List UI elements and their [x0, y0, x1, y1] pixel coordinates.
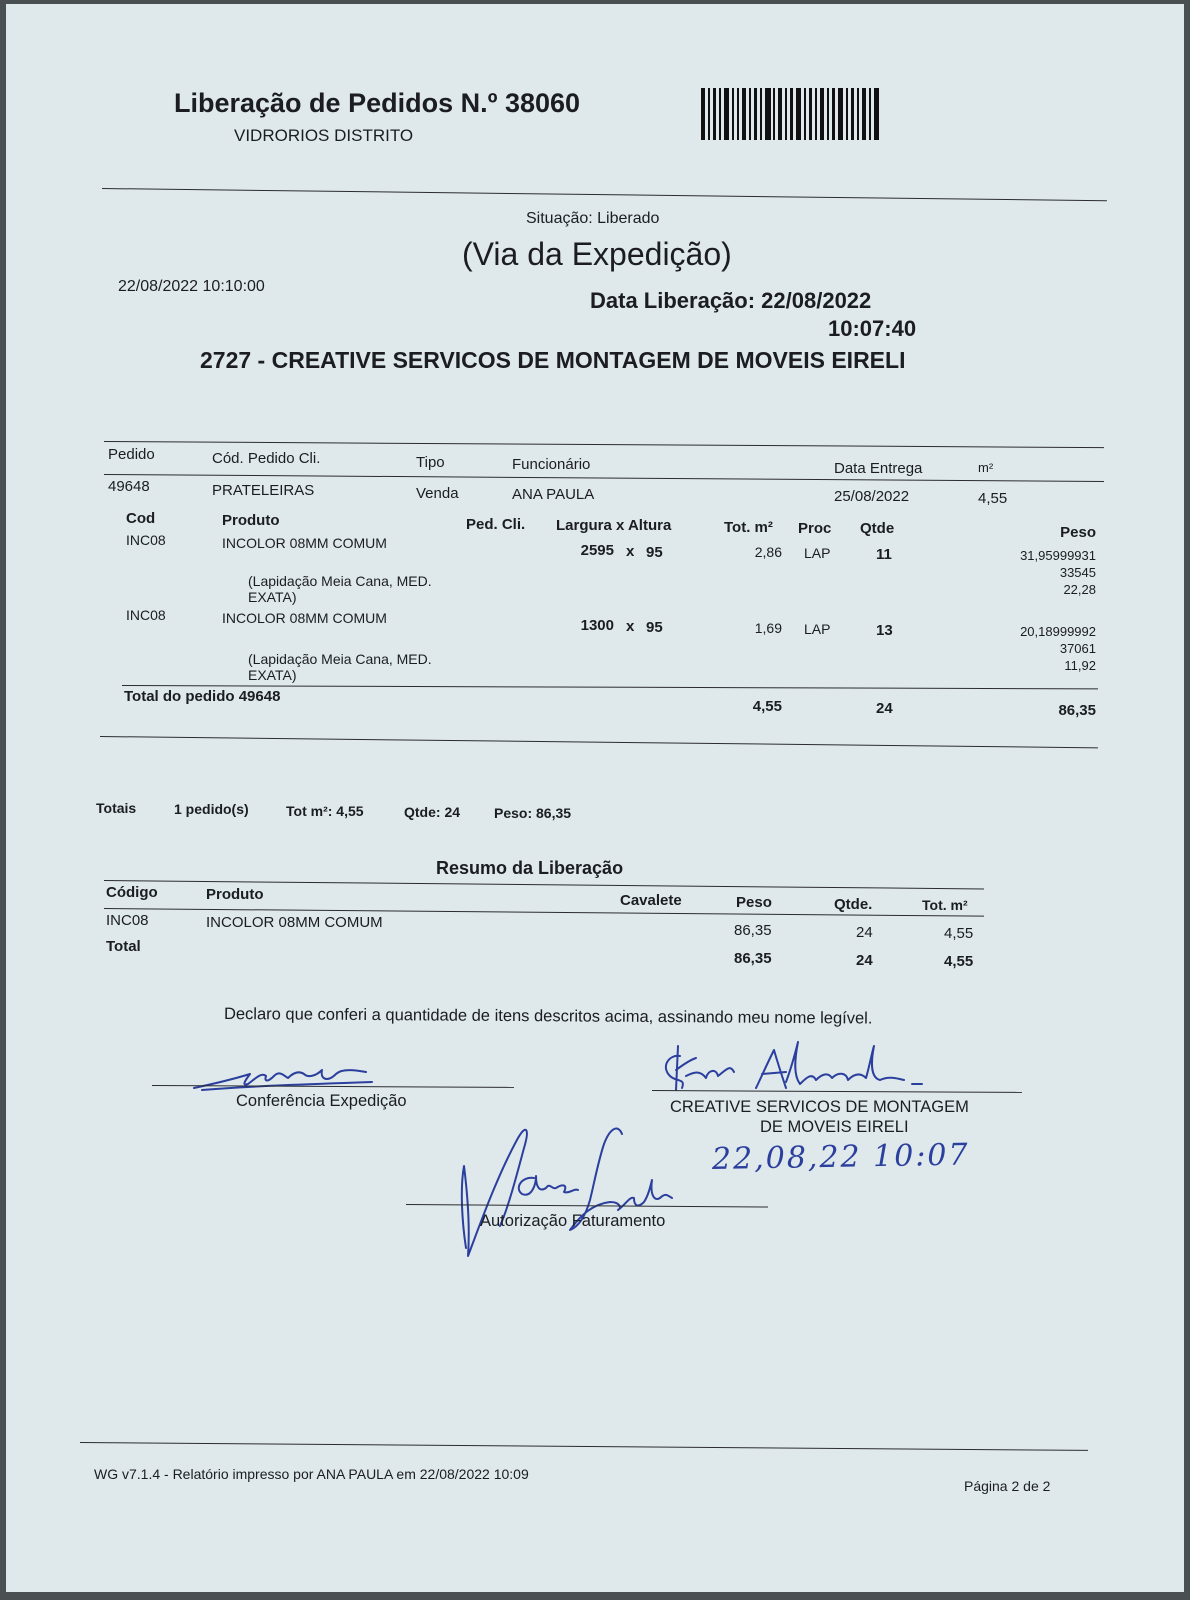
order-cod-pedido-cli: PRATELEIRAS [212, 482, 315, 499]
via-title: (Via da Expedição) [462, 236, 732, 272]
signature-autorizacao [452, 1118, 682, 1268]
divider [102, 188, 1107, 201]
summary-col-codigo: Código [106, 884, 158, 901]
page-number: Página 2 de 2 [964, 1478, 1051, 1494]
col-largura-altura: Largura x Altura [556, 517, 672, 534]
summary-total-peso: 86,35 [734, 950, 772, 967]
col-produto: Produto [222, 512, 280, 529]
order-funcionario: ANA PAULA [512, 486, 595, 503]
item-qtde: 11 [876, 546, 892, 563]
totals-qtde: Qtde: 24 [404, 804, 461, 820]
col-peso: Peso [1060, 524, 1096, 541]
order-m2: 4,55 [978, 490, 1008, 507]
col-m2: m² [978, 460, 994, 475]
signature-autorizacao-label: Autorização Faturamento [480, 1212, 666, 1230]
summary-total-label: Total [106, 938, 141, 955]
col-funcionario: Funcionário [512, 456, 591, 473]
status-text: Situação: Liberado [526, 210, 660, 227]
item-obs: (Lapidação Meia Cana, MED. [248, 651, 432, 667]
item-x: x [626, 618, 635, 635]
signature-conferencia-label: Conferência Expedição [236, 1092, 407, 1110]
summary-col-produto: Produto [206, 886, 264, 903]
item-obs-cont: EXATA) [248, 589, 297, 605]
divider [104, 474, 1104, 482]
item-peso: 20,18999992 [1020, 624, 1096, 639]
item-peso-unit: 22,28 [1063, 582, 1096, 597]
item-tot-m2: 1,69 [754, 620, 782, 636]
item-altura: 95 [646, 619, 663, 636]
item-obs-cont: EXATA) [248, 667, 297, 683]
summary-row-codigo: INC08 [106, 912, 149, 929]
summary-row-peso: 86,35 [734, 922, 772, 939]
divider [104, 441, 1104, 448]
order-pedido: 49648 [108, 478, 150, 495]
release-time: 10:07:40 [828, 316, 917, 341]
item-obs: (Lapidação Meia Cana, MED. [248, 573, 432, 589]
summary-total-tot-m2: 4,55 [944, 953, 974, 970]
summary-col-qtde: Qtde. [834, 896, 873, 913]
document-page [6, 4, 1184, 1592]
summary-col-peso: Peso [736, 894, 772, 911]
item-cod: INC08 [126, 532, 166, 548]
order-tipo: Venda [416, 485, 459, 502]
summary-col-tot-m2: Tot. m² [922, 897, 968, 913]
item-largura: 1300 [580, 617, 614, 634]
col-tot-m2: Tot. m² [724, 519, 773, 536]
col-pedido: Pedido [108, 446, 155, 463]
item-peso-cont: 33545 [1059, 565, 1096, 580]
client-name: 2727 - CREATIVE SERVICOS DE MONTAGEM DE MOVEIS EIRELI [200, 347, 906, 373]
signature-client [656, 1036, 936, 1096]
release-date: Data Liberação: 22/08/2022 [590, 288, 872, 313]
signature-conferencia [192, 1060, 392, 1094]
order-total-qtde: 24 [876, 700, 893, 717]
summary-title: Resumo da Liberação [436, 858, 624, 878]
document-title: Liberação de Pedidos N.º 38060 [174, 88, 581, 118]
signature-client-line2: DE MOVEIS EIRELI [760, 1118, 909, 1136]
summary-row-tot-m2: 4,55 [944, 925, 974, 942]
item-largura: 2595 [580, 542, 614, 559]
company-name: VIDRORIOS DISTRITO [234, 126, 414, 145]
item-produto: INCOLOR 08MM COMUM [222, 535, 387, 551]
item-produto: INCOLOR 08MM COMUM [222, 610, 387, 626]
item-tot-m2: 2,86 [754, 544, 782, 560]
item-peso: 31,95999931 [1020, 548, 1096, 563]
col-qtde: Qtde [860, 520, 895, 537]
item-x: x [626, 543, 635, 560]
order-total-m2: 4,55 [752, 698, 782, 715]
item-cod: INC08 [126, 607, 166, 623]
item-qtde: 13 [876, 622, 893, 639]
summary-row-produto: INCOLOR 08MM COMUM [206, 914, 383, 931]
handwritten-date: 22,08,22 10:07 [711, 1137, 970, 1177]
declaration-text: Declaro que conferi a quantidade de itens descritos acima, assinando meu nome legível. [223, 1005, 873, 1028]
divider [80, 1442, 1088, 1451]
signature-client-line1: CREATIVE SERVICOS DE MONTAGEM [670, 1098, 969, 1116]
col-cod-pedido-cli: Cód. Pedido Cli. [212, 450, 321, 467]
totals-label: Totais [96, 800, 137, 816]
item-peso-unit: 11,92 [1064, 658, 1096, 673]
col-proc: Proc [798, 520, 832, 537]
item-proc: LAP [804, 545, 831, 561]
summary-total-qtde: 24 [856, 952, 873, 969]
footer-printed-by: WG v7.1.4 - Relatório impresso por ANA PAULA em 22/08/2022 10:09 [94, 1466, 529, 1482]
col-ped-cli: Ped. Cli. [466, 516, 526, 533]
totals-pedidos: 1 pedido(s) [174, 801, 249, 817]
order-data-entrega: 25/08/2022 [834, 488, 910, 505]
order-total-peso: 86,35 [1058, 702, 1096, 719]
col-cod: Cod [126, 510, 156, 527]
totals-peso: Peso: 86,35 [494, 805, 572, 821]
barcode-icon [701, 88, 881, 140]
totals-m2: Tot m²: 4,55 [286, 803, 364, 819]
item-altura: 95 [646, 544, 663, 561]
item-proc: LAP [804, 621, 831, 637]
summary-col-cavalete: Cavalete [620, 892, 682, 909]
col-data-entrega: Data Entrega [834, 460, 923, 477]
item-peso-cont: 37061 [1059, 641, 1096, 656]
divider [100, 736, 1098, 748]
order-total-label: Total do pedido 49648 [124, 688, 281, 705]
col-tipo: Tipo [416, 454, 445, 471]
summary-row-qtde: 24 [856, 924, 873, 941]
printed-datetime: 22/08/2022 10:10:00 [118, 278, 265, 295]
